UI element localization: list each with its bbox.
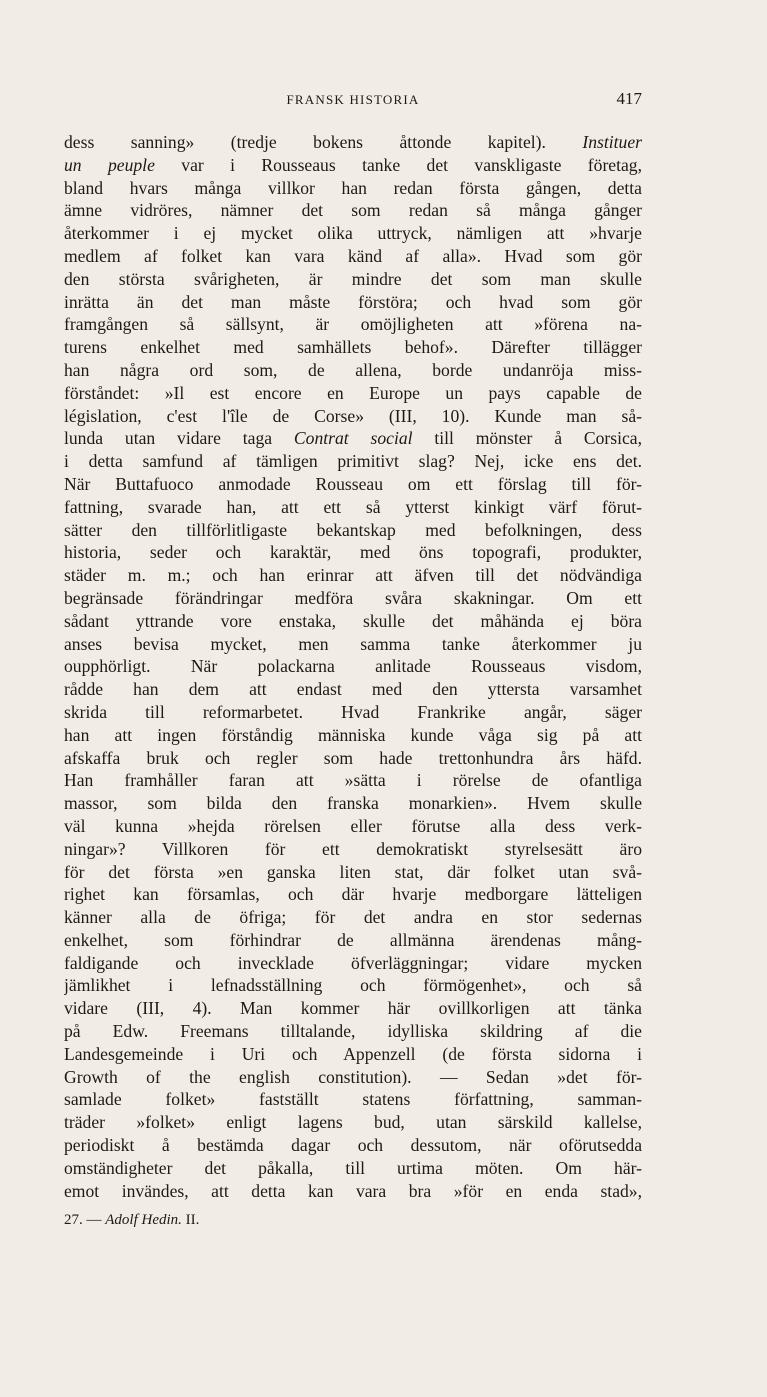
text-segment: den största svårigheten, är mindre det som man skulle bbox=[64, 268, 642, 289]
text-segment: omständigheter det påkalla, till urtima möten. Om här- bbox=[64, 1157, 642, 1178]
text-line bbox=[64, 1134, 642, 1157]
text-segment: anses bevisa mycket, men samma tanke återkommer ju bbox=[64, 633, 642, 654]
text-segment: på Edw. Freemans tilltalande, idylliska skildring af die bbox=[64, 1021, 642, 1042]
text-line bbox=[64, 815, 642, 838]
text-line bbox=[64, 1043, 642, 1066]
text-line bbox=[64, 633, 642, 656]
page-header bbox=[64, 89, 642, 116]
text-segment: i detta samfund af tämligen primitivt slag? Nej, icke ens det. bbox=[64, 451, 642, 472]
text-line bbox=[64, 1111, 642, 1134]
text-line bbox=[64, 861, 642, 884]
text-segment: han att ingen förståndig människa kunde våga sig på att bbox=[64, 724, 642, 745]
text-line bbox=[64, 473, 642, 496]
text-line bbox=[64, 336, 642, 359]
text-line bbox=[64, 222, 642, 245]
signature-number: 27. — bbox=[64, 1212, 106, 1228]
italic-segment: un peuple bbox=[64, 154, 155, 175]
text-line bbox=[64, 496, 642, 519]
text-line bbox=[64, 1180, 642, 1203]
text-segment: bland hvars många villkor han redan första gången, detta bbox=[64, 177, 642, 198]
text-segment: för det första »en ganska liten stat, där folket utan svå- bbox=[64, 861, 642, 882]
text-line bbox=[64, 724, 642, 747]
text-line bbox=[64, 177, 642, 200]
text-segment: jämlikhet i lefnadsställning och förmögenhet», och så bbox=[64, 975, 642, 996]
text-segment: dess sanning» (tredje bokens åttonde kapitel). bbox=[64, 132, 583, 152]
text-segment: inrätta än det man måste förstöra; och hvad som gör bbox=[64, 291, 642, 312]
text-segment: faldigande och invecklade öfverläggningar; vidare mycken bbox=[64, 952, 642, 973]
text-line bbox=[64, 291, 642, 314]
text-segment: han några ord som, de allena, borde undanröja miss- bbox=[64, 359, 642, 380]
text-line bbox=[64, 313, 642, 336]
text-segment: fattning, svarade han, att ett så ytterst kinkigt värf förut- bbox=[64, 496, 642, 517]
text-segment: var i Rousseaus tanke det vanskligaste företag, bbox=[154, 154, 642, 175]
text-line bbox=[64, 952, 642, 975]
text-line bbox=[64, 769, 642, 792]
text-segment: enkelhet, som förhindrar de allmänna ärendenas mång- bbox=[64, 929, 642, 950]
signature-volume: II. bbox=[181, 1212, 200, 1228]
text-segment: emot invändes, att detta kan vara bra »för en enda stad», bbox=[64, 1180, 642, 1201]
text-segment: historia, seder och karaktär, med öns topografi, produkter, bbox=[64, 542, 642, 563]
signature-line bbox=[64, 1212, 199, 1229]
text-line bbox=[64, 929, 642, 952]
text-segment: sådant yttrande vore enstaka, skulle det måhända ej böra bbox=[64, 610, 642, 631]
text-line bbox=[64, 1020, 642, 1043]
page-number: 417 bbox=[616, 89, 642, 108]
text-segment: législation, c'est l'île de Corse» (III, 10). Kunde man så- bbox=[64, 405, 642, 426]
text-segment: träder »folket» enligt lagens bud, utan särskild kallelse, bbox=[64, 1112, 642, 1133]
italic-segment: Instituer bbox=[582, 132, 642, 152]
text-line bbox=[64, 1157, 642, 1180]
text-segment: känner alla de öfriga; för det andra en stor sedernas bbox=[64, 907, 642, 928]
text-line bbox=[64, 974, 642, 997]
text-line bbox=[64, 450, 642, 473]
text-segment: Han framhåller faran att »sätta i rörelse de ofantliga bbox=[64, 770, 642, 791]
text-line bbox=[64, 838, 642, 861]
text-segment: till mönster å Corsica, bbox=[412, 428, 642, 449]
text-line bbox=[64, 997, 642, 1020]
text-segment: medlem af folket kan vara känd af alla». Hvad som gör bbox=[64, 245, 642, 266]
signature-name: Adolf Hedin. bbox=[105, 1212, 182, 1228]
text-segment: massor, som bilda den franska monarkien». Hvem skulle bbox=[64, 793, 642, 814]
body-text bbox=[64, 131, 642, 1202]
text-segment: skrida till reformarbetet. Hvad Frankrike angår, säger bbox=[64, 701, 642, 722]
italic-segment: Contrat social bbox=[293, 428, 413, 449]
text-line bbox=[64, 678, 642, 701]
text-line bbox=[64, 906, 642, 929]
text-segment: lunda utan vidare taga bbox=[64, 428, 294, 449]
text-line bbox=[64, 747, 642, 770]
text-segment: ningar»? Villkoren för ett demokratiskt styrelsesätt äro bbox=[64, 838, 642, 859]
text-segment: Landesgemeinde i Uri och Appenzell (de första sidorna i bbox=[64, 1043, 642, 1064]
text-segment: rådde han dem att endast med den yttersta varsamhet bbox=[64, 679, 642, 700]
text-segment: vidare (III, 4). Man kommer här ovillkorligen att tänka bbox=[64, 998, 642, 1019]
text-segment: righet kan församlas, och där hvarje medborgare lätteligen bbox=[64, 884, 642, 905]
text-line bbox=[64, 519, 642, 542]
text-segment: När Buttafuoco anmodade Rousseau om ett förslag till för- bbox=[64, 473, 642, 494]
text-line bbox=[64, 427, 642, 450]
running-title: FRANSK HISTORIA bbox=[286, 92, 420, 107]
text-line bbox=[64, 610, 642, 633]
text-segment: väl kunna »hejda rörelsen eller förutse alla dess verk- bbox=[64, 815, 642, 836]
text-line bbox=[64, 701, 642, 724]
text-line bbox=[64, 883, 642, 906]
text-line bbox=[64, 245, 642, 268]
text-line bbox=[64, 359, 642, 382]
text-segment: återkommer i ej mycket olika uttryck, nämligen att »hvarje bbox=[64, 223, 642, 244]
text-line bbox=[64, 382, 642, 405]
text-line bbox=[64, 792, 642, 815]
text-segment: Growth of the english constitution). — Sedan »det för- bbox=[64, 1066, 642, 1087]
text-line bbox=[64, 655, 642, 678]
text-segment: periodiskt å bestämda dagar och dessutom, när oförutsedda bbox=[64, 1135, 642, 1156]
text-segment: förståndet: »Il est encore en Europe un pays capable de bbox=[64, 382, 642, 403]
text-segment: framgången så sällsynt, är omöjligheten att »förena na- bbox=[64, 314, 642, 335]
text-line bbox=[64, 1066, 642, 1089]
text-segment: städer m. m.; och han erinrar att äfven till det nödvändiga bbox=[64, 565, 642, 586]
text-line bbox=[64, 587, 642, 610]
text-line bbox=[64, 199, 642, 222]
text-segment: oupphörligt. När polackarna anlitade Rousseaus visdom, bbox=[64, 656, 642, 677]
text-segment: ämne vidröres, nämner det som redan så många gånger bbox=[64, 200, 642, 221]
text-segment: begränsade förändringar medföra svåra skakningar. Om ett bbox=[64, 587, 642, 608]
text-line bbox=[64, 154, 642, 177]
text-line bbox=[64, 564, 642, 587]
text-line bbox=[64, 268, 642, 291]
text-segment: turens enkelhet med samhällets behof». Därefter tillägger bbox=[64, 337, 642, 358]
text-segment: samlade folket» fastställt statens författning, samman- bbox=[64, 1089, 642, 1110]
text-segment: sätter den tillförlitligaste bekantskap med befolkningen, dess bbox=[64, 519, 642, 540]
text-line bbox=[64, 541, 642, 564]
text-line bbox=[64, 131, 642, 154]
text-line bbox=[64, 1088, 642, 1111]
text-segment: afskaffa bruk och regler som hade trettonhundra års häfd. bbox=[64, 747, 642, 768]
text-line bbox=[64, 405, 642, 428]
